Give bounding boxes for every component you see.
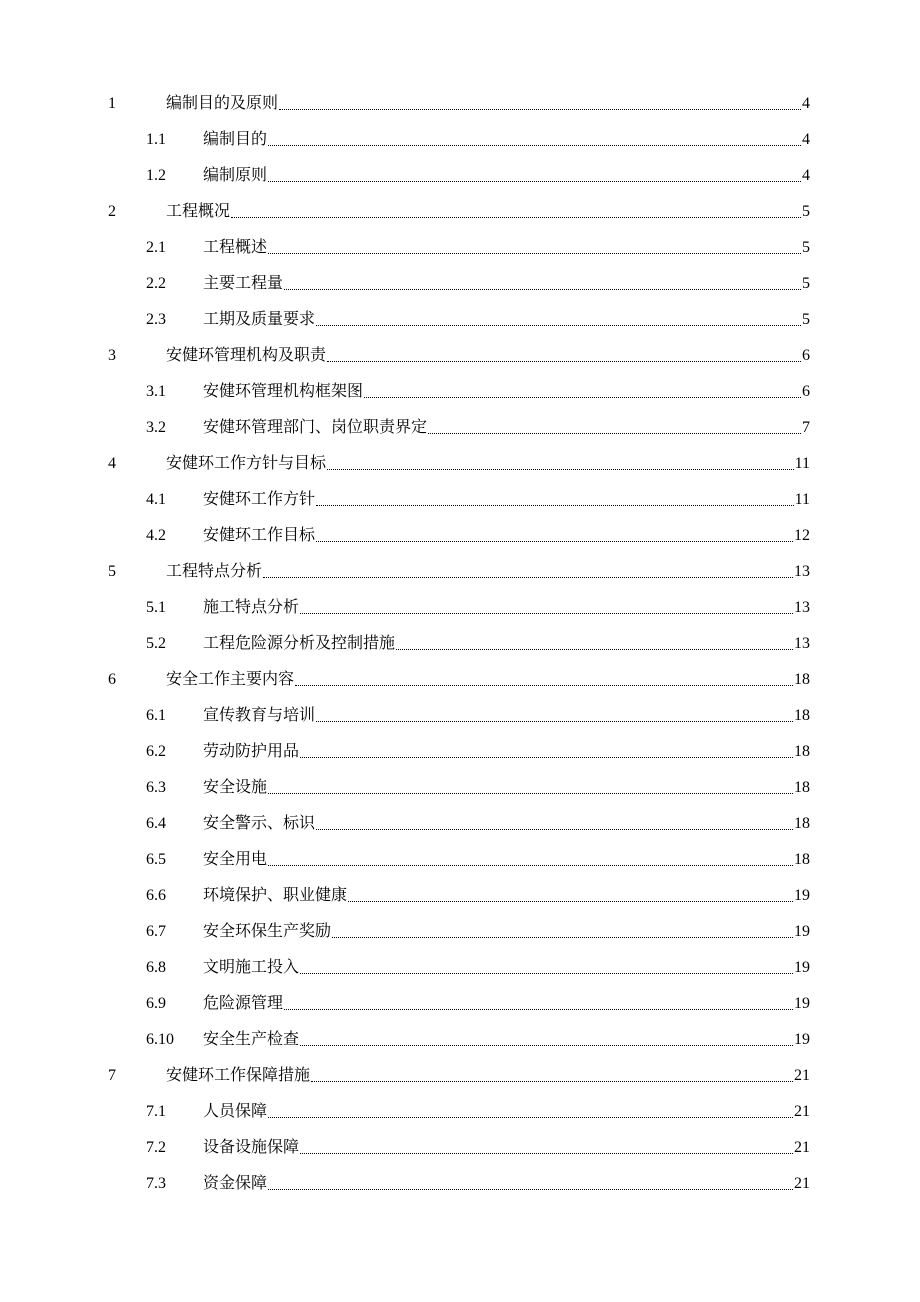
toc-entry[interactable] xyxy=(0,336,920,372)
toc-entry[interactable] xyxy=(0,804,920,840)
toc-dot-leader xyxy=(268,252,801,254)
toc-entry-page: 18 xyxy=(794,707,810,724)
toc-entry-number: 7.2 xyxy=(146,1139,166,1156)
toc-entry-page: 4 xyxy=(802,95,810,112)
toc-entry-line xyxy=(203,1138,810,1158)
toc-entry-page: 19 xyxy=(794,995,810,1012)
toc-dot-leader xyxy=(300,1044,793,1046)
toc-dot-leader xyxy=(316,324,801,326)
toc-entry-page: 6 xyxy=(802,347,810,364)
toc-entry-number: 3.2 xyxy=(146,419,166,436)
toc-entry-page: 18 xyxy=(794,743,810,760)
toc-entry[interactable] xyxy=(0,1092,920,1128)
toc-entry-title: 设备设施保障 xyxy=(203,1139,300,1156)
toc-dot-leader xyxy=(311,1080,793,1082)
toc-entry-line xyxy=(203,382,810,402)
toc-entry-number: 6.6 xyxy=(146,887,166,904)
toc-entry[interactable] xyxy=(0,444,920,480)
toc-dot-leader xyxy=(284,1008,793,1010)
toc-entry-number: 6.9 xyxy=(146,995,166,1012)
toc-entry-page: 18 xyxy=(794,779,810,796)
toc-entry-line xyxy=(203,886,810,906)
toc-entry-number: 6.4 xyxy=(146,815,166,832)
toc-entry-line xyxy=(166,94,810,114)
toc-entry-line xyxy=(203,814,810,834)
toc-entry-title: 安健环管理机构框架图 xyxy=(203,383,364,400)
toc-entry-title: 安健环工作目标 xyxy=(203,527,316,544)
toc-entry-page: 21 xyxy=(794,1175,810,1192)
toc-entry-line xyxy=(203,994,810,1014)
toc-entry-line xyxy=(203,310,810,330)
toc-entry-title: 劳动防护用品 xyxy=(203,743,300,760)
toc-entry-line xyxy=(166,562,810,582)
toc-entry-page: 11 xyxy=(794,455,810,472)
toc-entry-page: 18 xyxy=(794,851,810,868)
toc-dot-leader xyxy=(396,648,793,650)
toc-entry[interactable] xyxy=(0,1020,920,1056)
toc-entry-page: 11 xyxy=(794,491,810,508)
toc-entry[interactable] xyxy=(0,516,920,552)
toc-entry-number: 1 xyxy=(108,95,116,112)
toc-entry[interactable] xyxy=(0,192,920,228)
toc-entry-page: 19 xyxy=(794,923,810,940)
toc-entry-page: 7 xyxy=(802,419,810,436)
toc-dot-leader xyxy=(295,684,793,686)
toc-entry-line xyxy=(203,1174,810,1194)
toc-entry-page: 5 xyxy=(802,275,810,292)
toc-entry-title: 安全环保生产奖励 xyxy=(203,923,332,940)
toc-dot-leader xyxy=(279,108,801,110)
toc-entry[interactable] xyxy=(0,588,920,624)
toc-dot-leader xyxy=(268,1188,793,1190)
toc-entry-page: 4 xyxy=(802,131,810,148)
toc-entry-title: 工期及质量要求 xyxy=(203,311,316,328)
toc-entry-number: 7 xyxy=(108,1067,116,1084)
toc-entry-page: 19 xyxy=(794,959,810,976)
toc-dot-leader xyxy=(316,504,794,506)
toc-entry-title: 文明施工投入 xyxy=(203,959,300,976)
toc-entry-title: 编制目的 xyxy=(203,131,268,148)
toc-dot-leader xyxy=(268,864,793,866)
toc-entry-title: 安全工作主要内容 xyxy=(166,671,295,688)
toc-entry[interactable] xyxy=(0,480,920,516)
toc-entry-title: 环境保护、职业健康 xyxy=(203,887,348,904)
toc-entry-line xyxy=(203,598,810,618)
toc-entry-title: 工程特点分析 xyxy=(166,563,263,580)
toc-entry-page: 5 xyxy=(802,311,810,328)
toc-entry-title: 宣传教育与培训 xyxy=(203,707,316,724)
toc-entry-number: 2.1 xyxy=(146,239,166,256)
toc-entry-title: 安全生产检查 xyxy=(203,1031,300,1048)
toc-entry[interactable] xyxy=(0,732,920,768)
toc-dot-leader xyxy=(268,1116,793,1118)
toc-entry-line xyxy=(203,742,810,762)
toc-entry-title: 危险源管理 xyxy=(203,995,284,1012)
toc-dot-leader xyxy=(316,540,793,542)
toc-entry-line xyxy=(203,274,810,294)
toc-entry-number: 6.8 xyxy=(146,959,166,976)
toc-entry-title: 安健环管理机构及职责 xyxy=(166,347,327,364)
toc-entry-title: 人员保障 xyxy=(203,1103,268,1120)
toc-entry-number: 6.5 xyxy=(146,851,166,868)
toc-entry-number: 5 xyxy=(108,563,116,580)
toc-entry-number: 2 xyxy=(108,203,116,220)
toc-dot-leader xyxy=(284,288,801,290)
toc-entry-line xyxy=(203,778,810,798)
toc-entry-line xyxy=(203,526,810,546)
toc-entry-number: 3 xyxy=(108,347,116,364)
toc-entry-title: 安健环工作方针与目标 xyxy=(166,455,327,472)
toc-entry[interactable] xyxy=(0,840,920,876)
toc-dot-leader xyxy=(327,360,801,362)
toc-entry[interactable] xyxy=(0,300,920,336)
toc-entry-number: 4.2 xyxy=(146,527,166,544)
toc-entry[interactable] xyxy=(0,696,920,732)
toc-entry[interactable] xyxy=(0,948,920,984)
toc-entry-line xyxy=(166,1066,810,1086)
toc-entry-page: 21 xyxy=(794,1067,810,1084)
toc-entry[interactable] xyxy=(0,1056,920,1092)
toc-dot-leader xyxy=(268,144,801,146)
toc-dot-leader xyxy=(300,1152,793,1154)
toc-entry-page: 18 xyxy=(794,671,810,688)
toc-entry-title: 安健环工作方针 xyxy=(203,491,316,508)
toc-entry-page: 13 xyxy=(794,599,810,616)
toc-entry[interactable] xyxy=(0,156,920,192)
toc-dot-leader xyxy=(327,468,794,470)
toc-dot-leader xyxy=(263,576,793,578)
toc-dot-leader xyxy=(332,936,793,938)
toc-entry[interactable] xyxy=(0,1128,920,1164)
toc-entry-line xyxy=(203,490,810,510)
toc-entry-line xyxy=(166,202,810,222)
toc-entry-line xyxy=(203,166,810,186)
toc-entry-title: 安健环管理部门、岗位职责界定 xyxy=(203,419,428,436)
toc-entry-number: 2.2 xyxy=(146,275,166,292)
toc-entry[interactable] xyxy=(0,768,920,804)
toc-entry-title: 安全警示、标识 xyxy=(203,815,316,832)
toc-entry-line xyxy=(203,850,810,870)
toc-entry-number: 2.3 xyxy=(146,311,166,328)
toc-entry[interactable] xyxy=(0,1164,920,1200)
toc-dot-leader xyxy=(268,792,793,794)
toc-dot-leader xyxy=(316,720,793,722)
toc-entry[interactable] xyxy=(0,624,920,660)
toc-entry-number: 4 xyxy=(108,455,116,472)
toc-entry-page: 6 xyxy=(802,383,810,400)
toc-entry-number: 6 xyxy=(108,671,116,688)
toc-entry[interactable] xyxy=(0,408,920,444)
toc-entry-title: 工程危险源分析及控制措施 xyxy=(203,635,396,652)
toc-entry-title: 安健环工作保障措施 xyxy=(166,1067,311,1084)
toc-entry-number: 6.2 xyxy=(146,743,166,760)
toc-entry-number: 6.3 xyxy=(146,779,166,796)
toc-entry-page: 19 xyxy=(794,887,810,904)
toc-entry-page: 12 xyxy=(794,527,810,544)
toc-entry-line xyxy=(203,958,810,978)
toc-entry-line xyxy=(203,130,810,150)
toc-entry-number: 4.1 xyxy=(146,491,166,508)
table-of-contents xyxy=(0,84,920,1200)
toc-dot-leader xyxy=(348,900,793,902)
toc-entry-number: 6.7 xyxy=(146,923,166,940)
toc-entry-number: 6.1 xyxy=(146,707,166,724)
toc-entry-page: 21 xyxy=(794,1103,810,1120)
toc-entry-page: 13 xyxy=(794,563,810,580)
toc-entry-page: 5 xyxy=(802,203,810,220)
toc-entry[interactable] xyxy=(0,372,920,408)
toc-entry-line xyxy=(203,238,810,258)
toc-entry-title: 工程概况 xyxy=(166,203,231,220)
toc-dot-leader xyxy=(300,756,793,758)
toc-entry-number: 7.1 xyxy=(146,1103,166,1120)
toc-entry-number: 7.3 xyxy=(146,1175,166,1192)
toc-entry-number: 1.2 xyxy=(146,167,166,184)
toc-dot-leader xyxy=(268,180,801,182)
toc-dot-leader xyxy=(316,828,793,830)
toc-entry-number: 5.1 xyxy=(146,599,166,616)
toc-entry[interactable] xyxy=(0,120,920,156)
toc-dot-leader xyxy=(300,612,793,614)
toc-dot-leader xyxy=(231,216,801,218)
toc-entry[interactable] xyxy=(0,84,920,120)
toc-entry[interactable] xyxy=(0,876,920,912)
toc-entry-page: 18 xyxy=(794,815,810,832)
toc-entry[interactable] xyxy=(0,552,920,588)
toc-entry-line xyxy=(166,346,810,366)
toc-entry-title: 工程概述 xyxy=(203,239,268,256)
toc-dot-leader xyxy=(428,432,801,434)
toc-entry-number: 1.1 xyxy=(146,131,166,148)
toc-entry-title: 安全设施 xyxy=(203,779,268,796)
toc-entry-page: 21 xyxy=(794,1139,810,1156)
toc-entry-title: 安全用电 xyxy=(203,851,268,868)
toc-entry-title: 编制原则 xyxy=(203,167,268,184)
toc-entry[interactable] xyxy=(0,660,920,696)
toc-entry-line xyxy=(203,1030,810,1050)
toc-entry[interactable] xyxy=(0,228,920,264)
toc-entry-number: 5.2 xyxy=(146,635,166,652)
toc-entry-line xyxy=(203,706,810,726)
toc-entry-page: 19 xyxy=(794,1031,810,1048)
toc-entry-number: 6.10 xyxy=(146,1031,174,1048)
toc-entry-title: 编制目的及原则 xyxy=(166,95,279,112)
toc-entry-title: 主要工程量 xyxy=(203,275,284,292)
toc-entry-line xyxy=(203,418,810,438)
toc-entry[interactable] xyxy=(0,912,920,948)
toc-entry-number: 3.1 xyxy=(146,383,166,400)
toc-entry-line xyxy=(166,454,810,474)
toc-entry-page: 4 xyxy=(802,167,810,184)
toc-entry-line xyxy=(203,634,810,654)
toc-entry-line xyxy=(203,1102,810,1122)
toc-entry-page: 13 xyxy=(794,635,810,652)
toc-entry-page: 5 xyxy=(802,239,810,256)
toc-entry-line xyxy=(166,670,810,690)
toc-entry[interactable] xyxy=(0,984,920,1020)
toc-dot-leader xyxy=(364,396,801,398)
toc-entry[interactable] xyxy=(0,264,920,300)
toc-entry-title: 资金保障 xyxy=(203,1175,268,1192)
toc-entry-title: 施工特点分析 xyxy=(203,599,300,616)
toc-dot-leader xyxy=(300,972,793,974)
toc-entry-line xyxy=(203,922,810,942)
